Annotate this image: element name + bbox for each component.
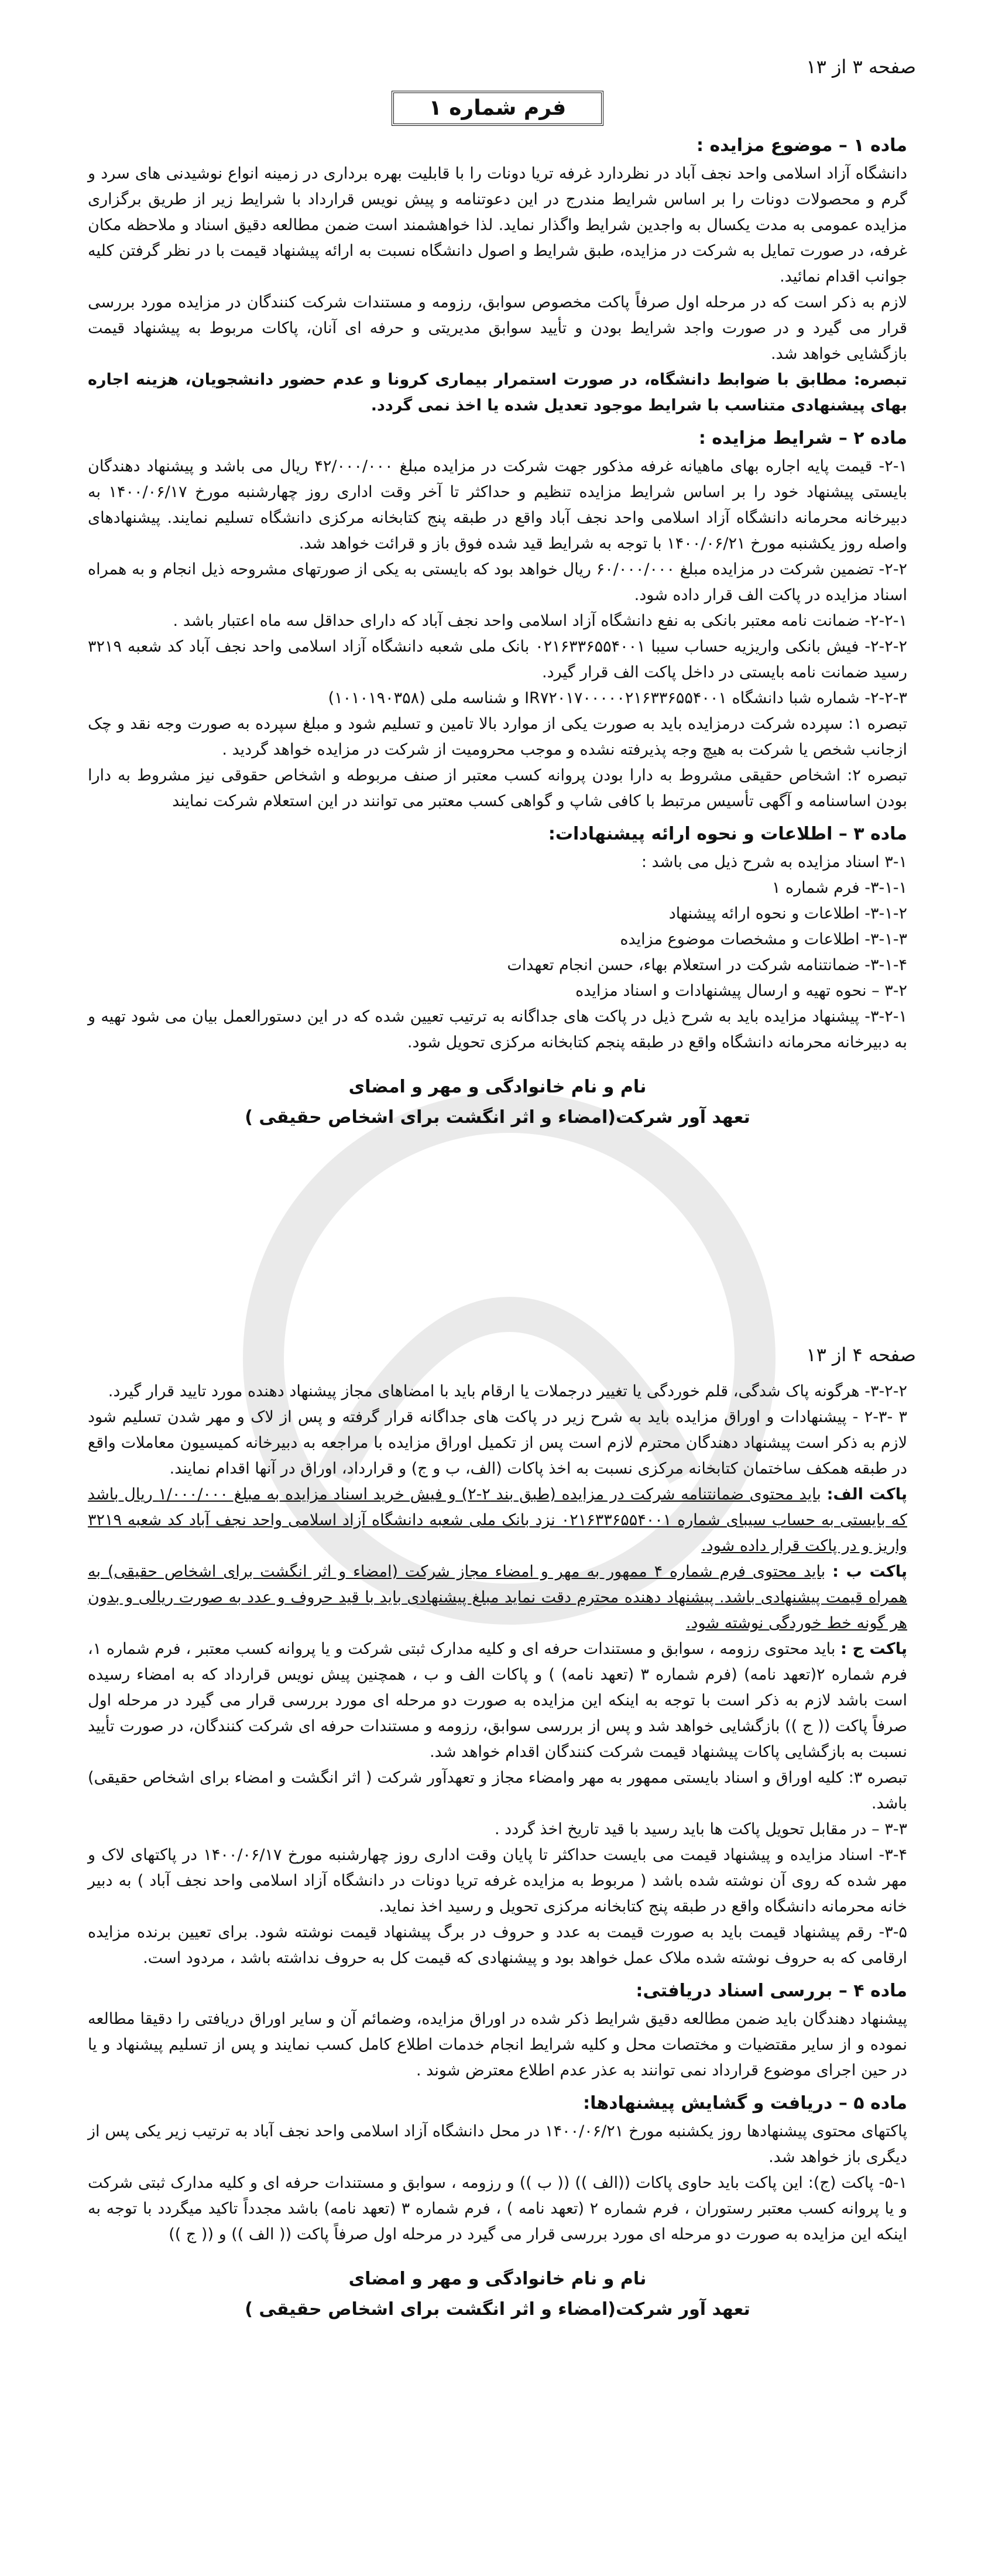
- clause-3-4: ۳-۴- اسناد مزایده و پیشنهاد قیمت می بایست حداکثر تا پایان وقت اداری روز چهارشنبه مورخ ۱۴۰۰/۰۶/۱۷ در پاکتهای لاک و مهر شده که روی آن نوشته شده باشد ( مربوط به مزایده غرفه تریا دونات در دانشگاه آزاد اسلامی واحد نجف آباد ) به دبیر خانه محرمانه دانشگاه واقع در طبقه پنج کتابخانه مرکزی تحویل و رسید اخذ نماید.: [88, 1846, 907, 1916]
- clause-5-1: ۵-۱- پاکت (ج): این پاکت باید حاوی پاکات ((الف )) (( ب )) و رزومه ، سوابق و مستندات حرفه ای و کلیه مدارک ثبتی شرکت و یا پروانه کسب معتبر رستوران ، فرم شماره ۲ (تعهد نامه ) ، فرم شماره ۳ (تعهد نامه) باشد مجدداً تاکید میگردد با توجه به اینکه این مزایده به صورت دو مرحله ای مورد بررسی قرار می گیرد در مرحله اول صرفاً پاکت (( الف )) و (( ج )): [88, 2174, 907, 2243]
- clause-3-2-2: ۳-۲-۲- هرگونه پاک شدگی، قلم خوردگی یا تغییر درجملات یا ارقام باید با امضاهای مجاز پیشنهاد دهنده مورد تایید قرار گیرد.: [108, 1382, 907, 1400]
- signature-line-2: تعهد آور شرکت(امضاء و اثر انگشت برای اشخاص حقیقی ): [245, 1107, 750, 1128]
- clause-3-1: ۳-۱ اسناد مزایده به شرح ذیل می باشد :: [641, 853, 907, 871]
- clause-3-3: ۳-۳ – در مقابل تحویل پاکت ها باید رسید با قید تاریخ اخذ گردد .: [494, 1820, 907, 1838]
- doc-list-item: ۳-۱-۴- ضمانتنامه شرکت در استعلام بهاء، حسن انجام تعهدات: [507, 956, 907, 974]
- page-number: صفحه ۳ از ۱۳: [806, 56, 916, 78]
- packet-c-label: پاکت ج :: [840, 1640, 907, 1658]
- clause-2-2-1: ۲-۲-۱- ضمانت نامه معتبر بانکی به نفع دانشگاه آزاد اسلامی واحد نجف آباد که دارای حداقل سه ماه اعتبار باشد .: [173, 612, 907, 630]
- packet-c-text: باید محتوی رزومه ، سوابق و مستندات حرفه ای و کلیه مدارک ثبتی شرکت و یا پروانه کسب معتبر ، فرم شماره ۱، فرم شماره ۲(تعهد نامه) (فرم شماره ۳ (تعهد نامه) ) و پاکات الف و ب ، همچنین پیش نویس قرارداد که به امضاء رسیده است باشد لازم به ذکر است با توجه به اینکه این مزایده به صورت دو مرحله ای مورد بررسی قرار می گیرد در مرحله اول صرفاً پاکت (( ج )) بازگشایی خواهد شد و پس از بررسی سوابق، رزومه و مستندات حرفه ای شرکت کنندگان، در صورت تأیید نسبت به بازگشایی پاکات پیشنهاد قیمت شرکت کنندگان اقدام خواهد شد.: [88, 1640, 908, 1761]
- packet-b: [88, 1559, 907, 1636]
- note-3: تبصره ۳: کلیه اوراق و اسناد بایستی ممهور به مهر وامضاء مجاز و تعهدآور شرکت ( اثر انگشت و امضاء برای اشخاص حقیقی) باشد.: [88, 1769, 907, 1813]
- note-2: تبصره ۲: اشخاص حقیقی مشروط به دارا بودن پروانه کسب معتبر از صنف مربوطه و اشخاص حقوقی نیز مشروط به دارا بودن اساسنامه و آگهی تأسیس مرتبط با کافی شاپ و گواهی کسب معتبر می توانند در این استعلام شرکت نمایند: [88, 766, 908, 810]
- packet-b-label: پاکت ب :: [832, 1563, 908, 1581]
- clause-3-2-1: ۳-۲-۱- پیشنهاد مزایده باید به شرح ذیل در پاکت های جداگانه به ترتیب تعیین شده که در این دستورالعمل بیان می شود تهیه و به دبیرخانه محرمانه دانشگاه واقع در طبقه پنجم کتابخانه مرکزی تحویل شود.: [88, 1008, 907, 1051]
- article-5-para: پاکتهای محتوی پیشنهادها روز یکشنبه مورخ ۱۴۰۰/۰۶/۲۱ در محل دانشگاه آزاد اسلامی واحد نجف آباد به ترتیب زیر یکی پس از دیگری باز خواهد شد.: [88, 2122, 907, 2166]
- packet-b-text: باید محتوی فرم شماره ۴ ممهور به مهر و امضاء مجاز شرکت (امضاء و اثر انگشت برای اشخاص حقیقی) به همراه قیمت پیشنهادی باشد. پیشنهاد دهنده محترم دقت نماید مبلغ پیشنهادی باید با قید حروف و عدد به صورت ریالی و بدون هر گونه خط خوردگی نوشته شود.: [88, 1563, 907, 1632]
- article-1-para-2: لازم به ذکر است که در مرحله اول صرفاً پاکت مخصوص سوابق، رزومه و مستندات شرکت کنندگان در مزایده مورد بررسی قرار می گیرد و در صورت واجد شرایط بودن و تأیید سوابق مدیریتی و حرفه ای آنان، پاکات مربوط به پیشنهاد قیمت بازگشایی خواهد شد.: [88, 293, 907, 363]
- doc-list-item: ۳-۱-۲- اطلاعات و نحوه ارائه پیشنهاد: [668, 905, 907, 923]
- clause-3-5: ۳-۵- رقم پیشنهاد قیمت باید به صورت قیمت به عدد و حروف در برگ پیشنهاد قیمت نوشته شود. برای تعیین برنده مزایده ارقامی که به حروف نوشته شده ملاک عمل خواهد بود و پیشنهادی که قیمت کل به حروف نداشته باشد ، مردود است.: [88, 1923, 907, 1967]
- article-4-para: پیشنهاد دهندگان باید ضمن مطالعه دقیق شرایط ذکر شده در اوراق مزایده، وضمائم آن و سایر اوراق دریافتی را دقیقا مطالعه نموده و از سایر مقتضیات و مختصات محل و کلیه شرایط انجام خدمات اطلاع کامل کسب نمایند و پس از تسلیم پیشنهاد و یا در حین اجرای موضوع قرارداد نمی توانند به عذر عدم اطلاع معترض شوند .: [88, 2010, 907, 2080]
- form-title: فرم شماره ۱: [392, 91, 603, 126]
- page-4-content: [88, 1379, 907, 2328]
- article-4-heading: ماده ۴ – بررسی اسناد دریافتی:: [636, 1981, 907, 2001]
- article-1-para-1: دانشگاه آزاد اسلامی واحد نجف آباد در نظردارد غرفه تریا دونات را با قابلیت بهره برداری در زمینه انواع نوشیدنی های سرد و گرم و محصولات دونات را بر اساس شرایط مندرج در این دعوتنامه و پیش نویس قرارداد با شرایط زیر از طریق برگزاری مزایده عمومی به مدت یکسال به واجدین شرایط واگذار نماید. لذا خواهشمند است ضمن مطالعه دقیق اسناد و ملاحظه مکان غرفه، در صورت تمایل به شرکت در مزایده، طبق شرایط و اصول دانشگاه نسبت به ارائه پیشنهاد قیمت با در نظر گرفتن کلیه جوانب اقدام نمائید.: [88, 165, 907, 286]
- clause-2-2: ۲-۲- تضمین شرکت در مزایده مبلغ ۶۰/۰۰۰/۰۰۰ ریال خواهد بود که بایستی به یکی از صورتهای مشروحه ذیل انجام و به همراه اسناد مزایده در پاکت الف قرار داده شود.: [88, 560, 907, 604]
- article-2-heading: ماده ۲ – شرایط مزایده :: [698, 428, 907, 448]
- clause-3-2-3: ۳ -۲-۳ - پیشنهادات و اوراق مزایده باید به شرح زیر در پاکت های جداگانه قرار گرفته و پس از لاک و مهر شدن تسلیم شود لازم به ذکر است پیشنهاد دهندگان محترم لازم است پس از تکمیل اوراق مزایده با مراجعه به دبیرخانه کمیسیون معاملات واقع در طبقه همکف ساختمان کتابخانه مرکزی نسبت به اخذ پاکات (الف، ب و ج) و قرارداد، اوراق در آنها اقدام نمایند.: [88, 1408, 907, 1478]
- packet-a: [88, 1482, 907, 1559]
- clause-2-2-3: ۲-۲-۳- شماره شبا دانشگاه IR۷۲۰۱۷۰۰۰۰۰۲۱۶۳۳۶۵۵۴۰۰۱ و شناسه ملی (۱۰۱۰۱۹۰۳۵۸): [328, 689, 907, 707]
- article-1-heading: ماده ۱ – موضوع مزایده :: [696, 135, 907, 156]
- article-5-heading: ماده ۵ – دریافت و گشایش پیشنهادها:: [583, 2093, 907, 2113]
- doc-list-item: ۳-۱-۳- اطلاعات و مشخصات موضوع مزایده: [620, 930, 907, 948]
- article-3-heading: ماده ۳ – اطلاعات و نحوه ارائه پیشنهادات:: [548, 824, 907, 844]
- doc-list-item: ۳-۲ – نحوه تهیه و ارسال پیشنهادات و اسناد مزایده: [575, 982, 907, 1000]
- clause-2-1: ۲-۱- قیمت پایه اجاره بهای ماهیانه غرفه مذکور جهت شرکت در مزایده مبلغ ۴۲/۰۰۰/۰۰۰ ریال می باشد و پیشنهاد دهندگان بایستی پیشنهاد خود را بر اساس شرایط مزایده تنظیم و حداکثر تا آخر وقت اداری روز چهارشنبه مورخ ۱۴۰۰/۰۶/۱۷ به دبیرخانه محرمانه دانشگاه آزاد اسلامی واحد نجف آباد واقع در طبقه پنج کتابخانه مرکزی دانشگاه تسلیم نمایند. پیشنهادهای واصله روز یکشنبه مورخ ۱۴۰۰/۰۶/۲۱ با توجه به شرایط قید شده فوق باز و قرائت خواهد شد.: [88, 457, 908, 553]
- clause-2-2-2: ۲-۲-۲- فیش بانکی واریزیه حساب سیبا ۰۲۱۶۳۳۶۵۵۴۰۰۱ بانک ملی شعبه دانشگاه آزاد اسلامی واحد نجف آباد کد شعبه ۳۲۱۹ رسید ضمانت نامه بایستی در داخل پاکت الف قرار گیرد.: [88, 638, 908, 681]
- signature-block: [88, 1072, 907, 1133]
- page-4: [0, 1288, 995, 2576]
- doc-list-item: ۳-۱-۱- فرم شماره ۱: [771, 879, 907, 897]
- page-3-content: [88, 96, 908, 1136]
- signature-line-1: نام و نام خانوادگی و مهر و امضای: [348, 2269, 647, 2289]
- packet-a-text: باید محتوی ضمانتنامه شرکت در مزایده (طبق بند ۲-۲) و فیش خرید اسناد مزایده به مبلغ ۱/۰۰۰/۰۰۰ ریال باشد که بایستی به حساب سیبای شماره ۰۲۱۶۳۳۶۵۵۴۰۰۱ نزد بانک ملی شعبه دانشگاه آزاد اسلامی واحد نجف آباد کد شعبه ۳۲۱۹ واریز و در پاکت قرار داده شود.: [88, 1485, 907, 1555]
- article-1-note: تبصره: مطابق با ضوابط دانشگاه، در صورت استمرار بیماری کرونا و عدم حضور دانشجویان، هزینه اجاره بهای پیشنهادی متناسب با شرایط موجود تعدیل شده یا اخذ نمی گردد.: [88, 371, 907, 415]
- packet-c: [88, 1636, 907, 1765]
- packet-a-label: پاکت الف:: [826, 1485, 907, 1503]
- page-number: صفحه ۴ از ۱۳: [806, 1344, 916, 1366]
- signature-line-2: تعهد آور شرکت(امضاء و اثر انگشت برای اشخاص حقیقی ): [245, 2299, 750, 2320]
- signature-line-1: نام و نام خانوادگی و مهر و امضای: [348, 1077, 647, 1097]
- note-1: تبصره ۱: سپرده شرکت درمزایده باید به صورت یکی از موارد بالا تامین و تسلیم شود و مبلغ سپرده به صورت وجه نقد و چک ازجانب شخص یا شرکت به هیچ وجه پذیرفته نشده و موجب محرومیت از شرکت در مزایده خواهد گردید .: [88, 715, 908, 759]
- signature-block: [88, 2264, 907, 2325]
